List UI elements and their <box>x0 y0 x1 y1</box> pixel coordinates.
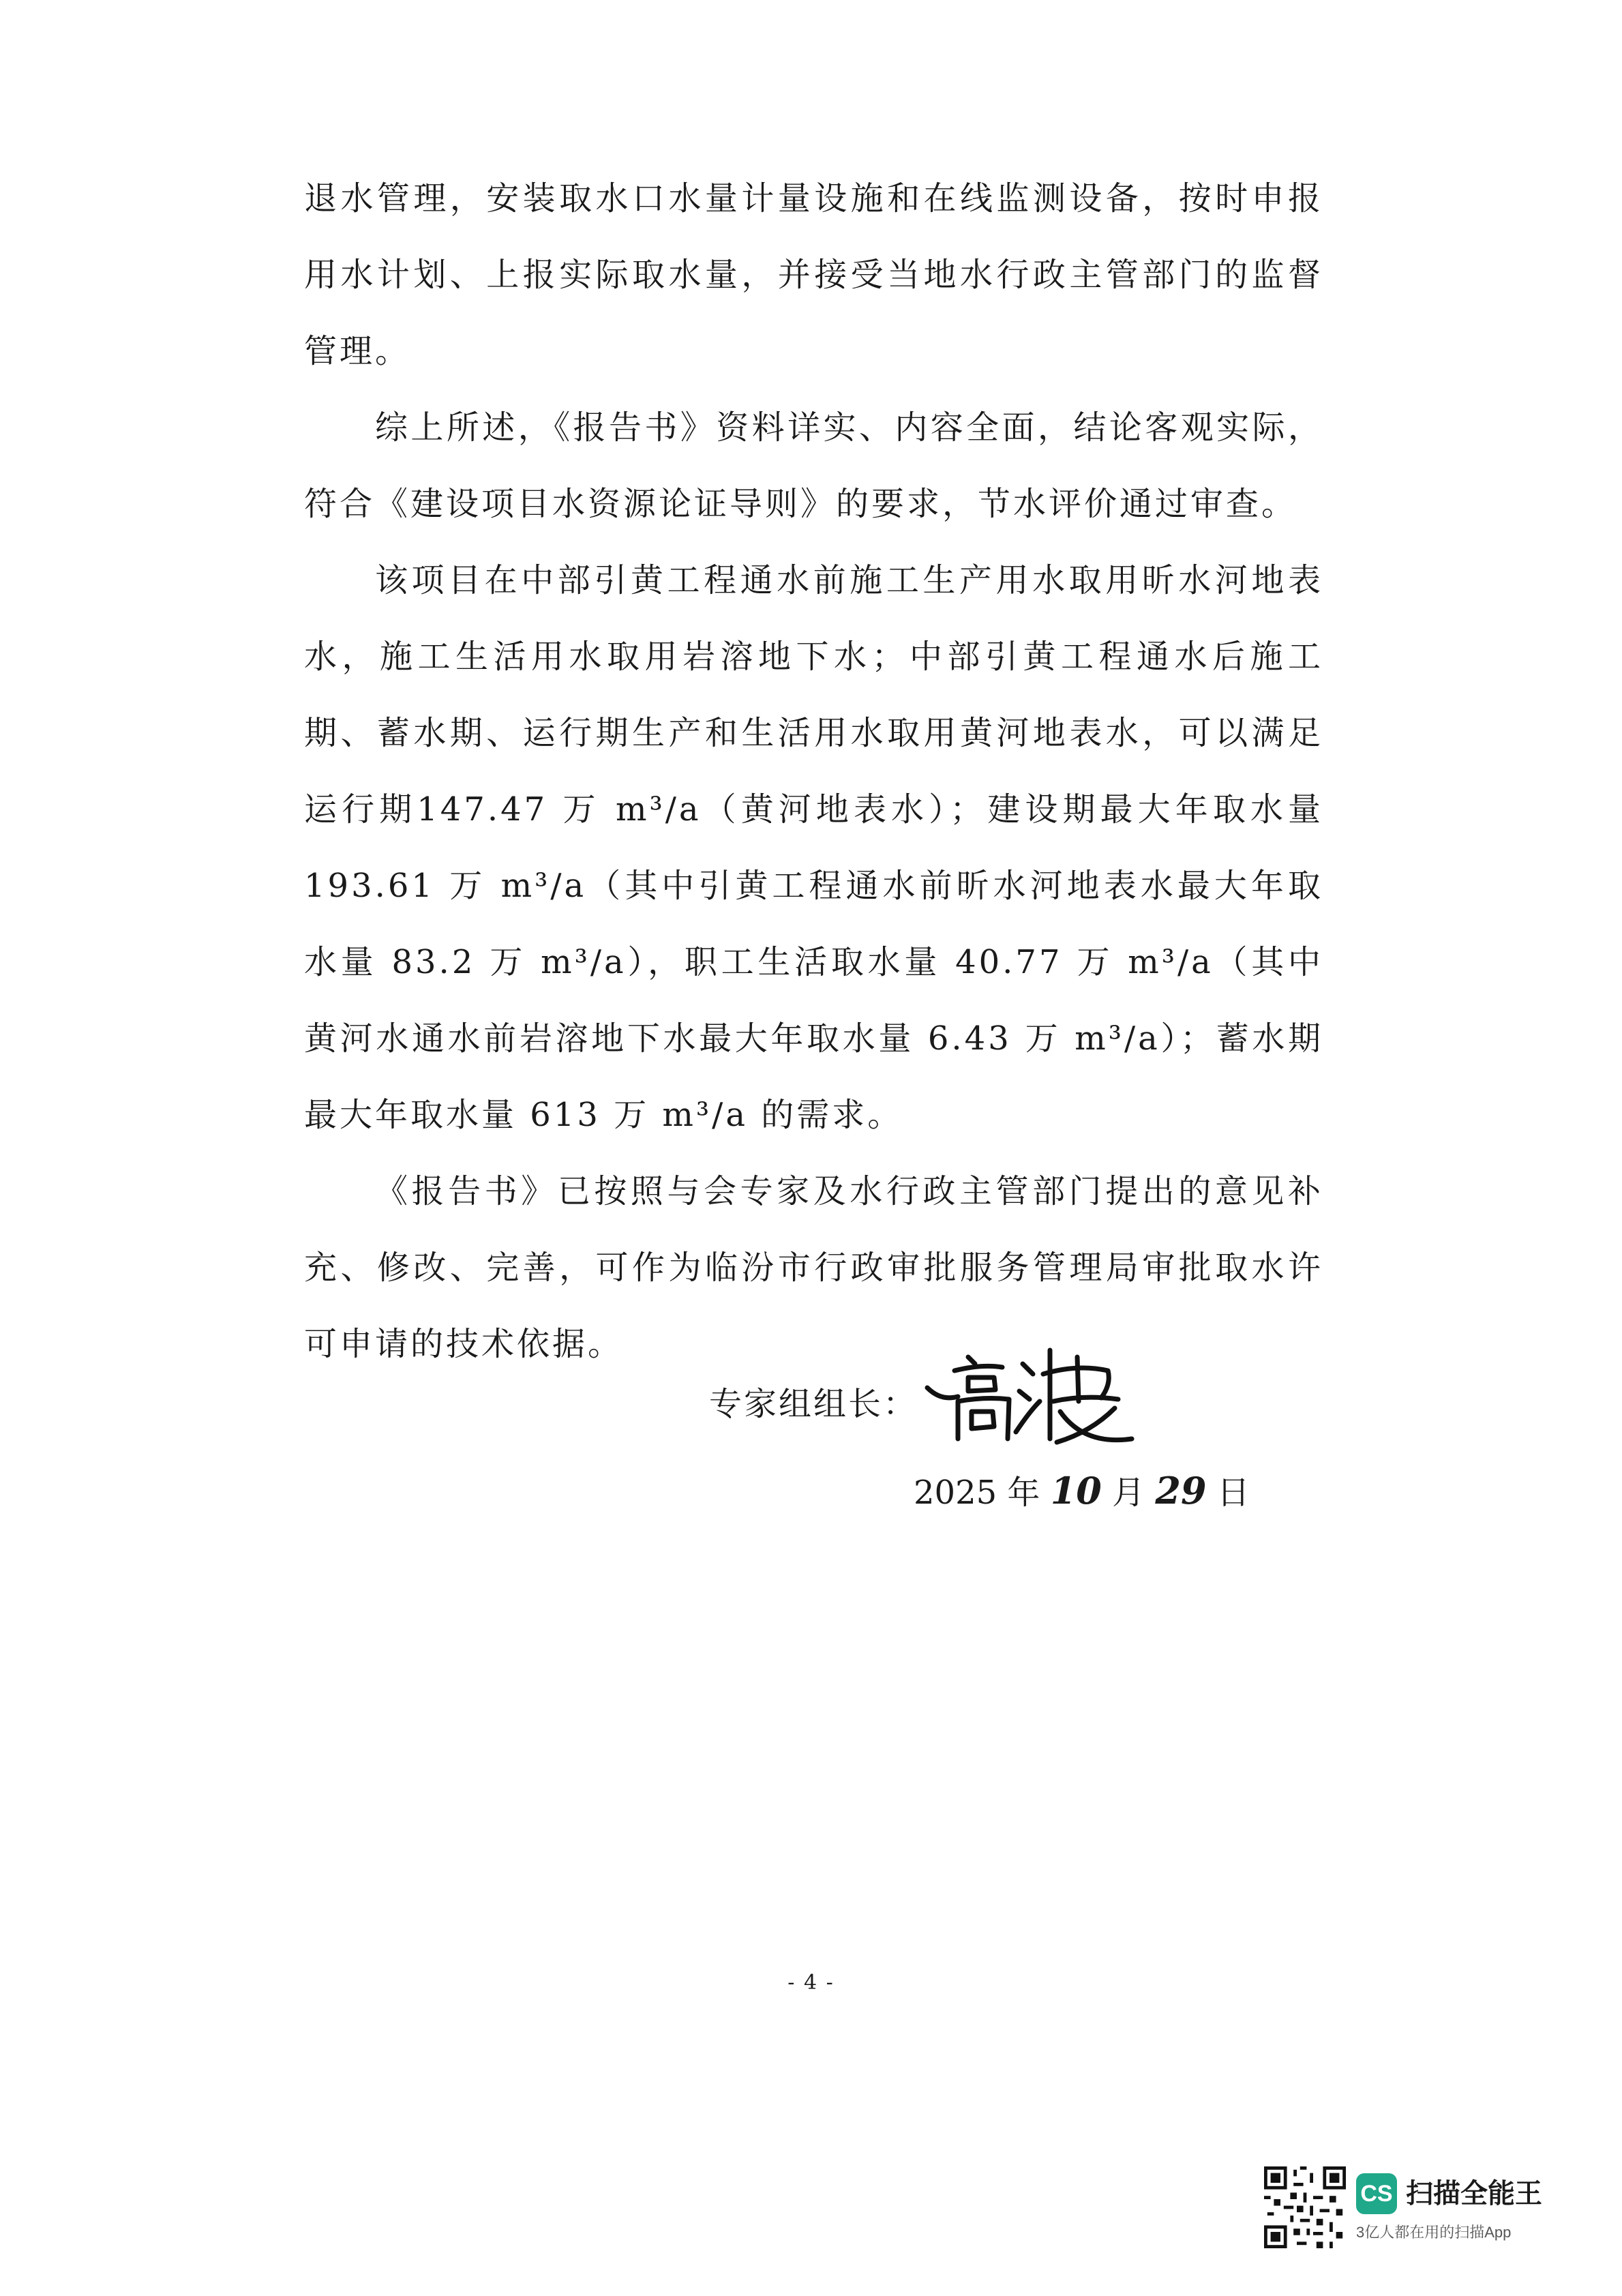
paragraph-2: 综上所述，《报告书》资料详实、内容全面，结论客观实际，符合《建设项目水资源论证导则》的要求，节水评价通过审查。 <box>304 408 1323 523</box>
date-year: 2025 <box>914 1474 997 1512</box>
handwritten-signature <box>920 1337 1166 1446</box>
scanner-watermark <box>1264 2166 1585 2255</box>
paragraph-1: 退水管理，安装取水口水量计量设施和在线监测设备，按时申报用水计划、上报实际取水量，并接受当地水行政主管部门的监督管理。 <box>304 179 1323 370</box>
qr-code-icon <box>1264 2166 1346 2248</box>
date-day-unit: 日 <box>1216 1474 1250 1512</box>
date-year-unit: 年 <box>1007 1474 1040 1512</box>
signature-block <box>709 1337 1323 1541</box>
camscanner-logo: CS <box>1356 2173 1397 2214</box>
watermark-subtitle: 3亿人都在用的扫描App <box>1356 2224 1512 2241</box>
date-month: 10 <box>1050 1469 1102 1512</box>
date-month-unit: 月 <box>1112 1474 1145 1512</box>
page-number: - 4 - <box>787 1971 835 1995</box>
paragraph-4: 《报告书》已按照与会专家及水行政主管部门提出的意见补充、修改、完善，可作为临汾市行政审批服务管理局审批取水许可申请的技术依据。 <box>304 1172 1323 1363</box>
paragraph-3: 该项目在中部引黄工程通水前施工生产用水取用昕水河地表水，施工生活用水取用岩溶地下水；中部引黄工程通水后施工期、蓄水期、运行期生产和生活用水取用黄河地表水，可以满足运行期147.47 万 m³/a（黄河地表水）；建设期最大年取水量 193.61 万 m³/a（其中引黄工程通水前昕水河地表水最大年取水量 83.2 万 m³/a），职工生活取水量 40.77 万 m³/a（其中黄河水通水前岩溶地下水最大年取水量 6.43 万 m³/a）；蓄水期最大年取水量 613 万 m³/a 的需求。 <box>304 561 1323 1134</box>
date-line <box>914 1466 1250 1513</box>
body-text <box>304 160 1323 1382</box>
watermark-title: 扫描全能王 <box>1406 2179 1542 2209</box>
date-day: 29 <box>1155 1469 1207 1512</box>
signature-label: 专家组组长： <box>709 1385 918 1423</box>
